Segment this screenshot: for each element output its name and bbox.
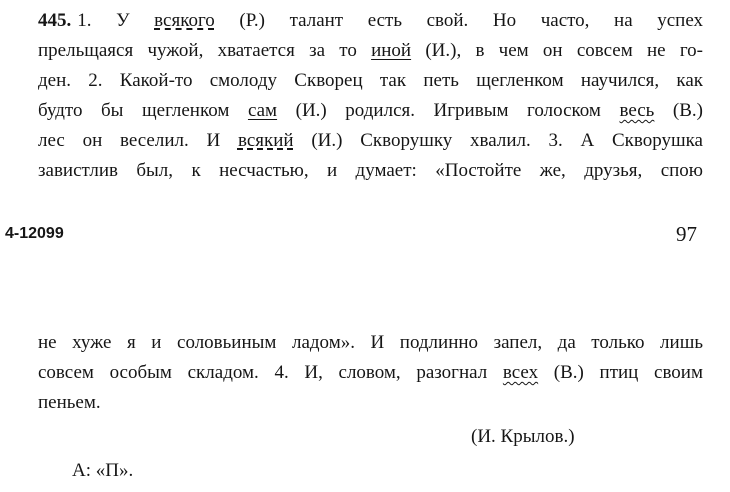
text-line-8: совсем особым складом. 4. И, словом, разогнал всех (В.) птиц своим: [38, 362, 703, 383]
text-line-2: прельщаяся чужой, хватается за то иной (И.), в чем он совсем не го-: [38, 40, 703, 61]
exercise-number: 445.: [38, 10, 72, 31]
author-attribution: (И. Крылов.): [471, 426, 575, 447]
page-number: 97: [676, 222, 697, 246]
text-line-9: пеньем.: [38, 392, 101, 413]
underlined-word: всех: [502, 362, 539, 383]
text-line-5: лес он веселил. И всякий (И.) Скворушку хвалил. 3. А Скворушка: [38, 130, 703, 151]
text-line-3: ден. 2. Какой-то смолоду Скворец так петь щегленком научился, как: [38, 70, 703, 91]
text-line-6: завистлив был, к несчастью, и думает: «Постойте же, друзья, спою: [38, 160, 703, 181]
underlined-word: всякого: [154, 10, 215, 31]
underlined-word: сам: [247, 100, 278, 121]
text-line-4: будто бы щегленком сам (И.) родился. Игривым голоском весь (В.): [38, 100, 703, 121]
text-line-1: 445. 1. У всякого (Р.) талант есть свой. Но часто, на успех: [38, 10, 704, 31]
text-line-7: не хуже я и соловьиным ладом». И подлинно запел, да только лишь: [38, 332, 703, 353]
underlined-word: весь: [619, 100, 655, 121]
underlined-word: иной: [371, 40, 412, 61]
book-code: 4-12099: [5, 225, 64, 242]
underlined-word: всякий: [237, 130, 294, 151]
answer-text: А: «П».: [72, 460, 134, 481]
